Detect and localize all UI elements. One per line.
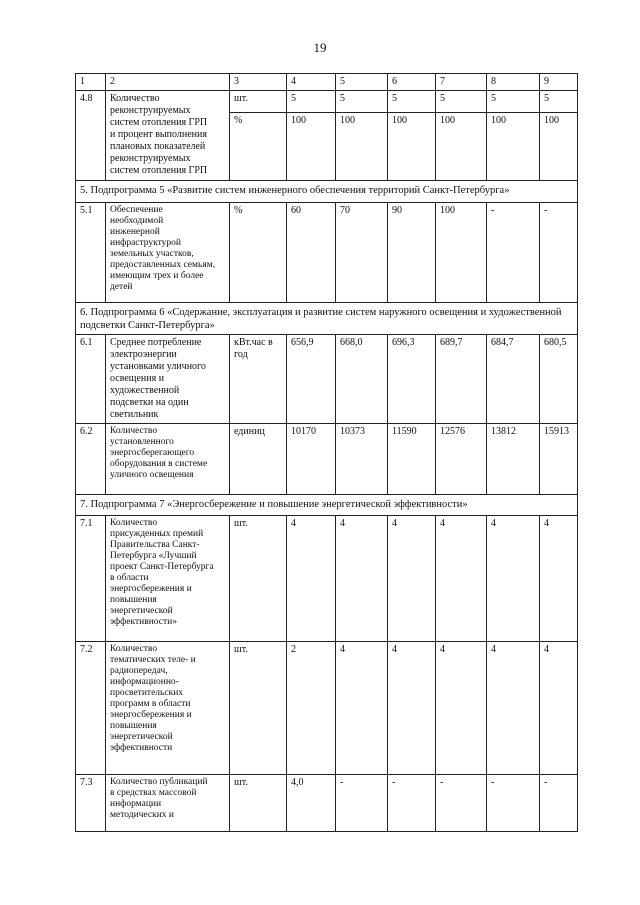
table-row — [76, 203, 578, 303]
value-cell: 12576 — [436, 424, 487, 495]
header-cell: 9 — [540, 74, 578, 91]
row-number: 7.3 — [76, 775, 106, 832]
section-row — [76, 495, 578, 516]
table-row — [76, 516, 578, 642]
page-number: 19 — [313, 40, 327, 55]
value-cell: 90 — [388, 203, 436, 303]
value-cell: 4 — [436, 642, 487, 775]
value-cell: 4,0 — [287, 775, 336, 832]
value-cell: - — [487, 203, 540, 303]
value-cell: 4 — [287, 516, 336, 642]
indicator-name: Количество установленного энергосберегающего оборудования в системе уличного освещения — [106, 424, 230, 495]
row-number: 6.2 — [76, 424, 106, 495]
indicator-name: Количество присужденных премий Правительства Санкт- Петербурга «Лучший проект Санкт-Петербурга в области энергосбережения и повышения энергетической эффективности» — [106, 516, 230, 642]
section-title: 6. Подпрограмма 6 «Содержание, эксплуатация и развитие систем наружного освещения и художественной подсветки Санкт-Петербурга» — [76, 303, 578, 335]
unit-cell: кВт.час в год — [230, 335, 287, 424]
value-cell: - — [436, 775, 487, 832]
indicators-table — [75, 73, 578, 832]
header-cell: 1 — [76, 74, 106, 91]
value-cell: 680,5 — [540, 335, 578, 424]
value-cell: 5 — [336, 91, 388, 113]
value-cell: - — [540, 203, 578, 303]
section-title: 7. Подпрограмма 7 «Энергосбережение и повышение энергетической эффективности» — [76, 495, 578, 516]
value-cell: 100 — [336, 113, 388, 181]
value-cell: 100 — [436, 113, 487, 181]
value-cell: 684,7 — [487, 335, 540, 424]
value-cell: 4 — [336, 516, 388, 642]
row-number: 4.8 — [76, 91, 106, 181]
indicator-name: Обеспечение необходимой инженерной инфраструктурой земельных участков, предоставленных семьям, имеющим трех и более детей — [106, 203, 230, 303]
value-cell: 100 — [388, 113, 436, 181]
value-cell: 656,9 — [287, 335, 336, 424]
header-cell: 6 — [388, 74, 436, 91]
unit-cell: единиц — [230, 424, 287, 495]
value-cell: 696,3 — [388, 335, 436, 424]
value-cell: 5 — [487, 91, 540, 113]
value-cell: 13812 — [487, 424, 540, 495]
value-cell: 4 — [388, 642, 436, 775]
value-cell: 4 — [487, 642, 540, 775]
value-cell: 100 — [287, 113, 336, 181]
value-cell: 70 — [336, 203, 388, 303]
unit-cell: шт. — [230, 516, 287, 642]
value-cell: 5 — [388, 91, 436, 113]
value-cell: 15913 — [540, 424, 578, 495]
value-cell: 689,7 — [436, 335, 487, 424]
value-cell: 4 — [436, 516, 487, 642]
section-title: 5. Подпрограмма 5 «Развитие систем инженерного обеспечения территорий Санкт-Петербурга» — [76, 181, 578, 203]
value-cell: 4 — [336, 642, 388, 775]
table-row — [76, 91, 578, 113]
section-row — [76, 303, 578, 335]
row-number: 5.1 — [76, 203, 106, 303]
value-cell: 100 — [436, 203, 487, 303]
value-cell: 5 — [540, 91, 578, 113]
table-row — [76, 642, 578, 775]
row-number: 6.1 — [76, 335, 106, 424]
value-cell: 100 — [487, 113, 540, 181]
section-row — [76, 181, 578, 203]
table-row — [76, 335, 578, 424]
row-number: 7.1 — [76, 516, 106, 642]
table-row — [76, 775, 578, 832]
value-cell: 60 — [287, 203, 336, 303]
unit-cell: шт. — [230, 91, 287, 113]
value-cell: 10170 — [287, 424, 336, 495]
value-cell: 4 — [487, 516, 540, 642]
header-cell: 8 — [487, 74, 540, 91]
value-cell: - — [388, 775, 436, 832]
indicator-name: Количество публикаций в средствах массовой информации методических и — [106, 775, 230, 832]
unit-cell: шт. — [230, 775, 287, 832]
header-cell: 7 — [436, 74, 487, 91]
value-cell: 11590 — [388, 424, 436, 495]
value-cell: 5 — [287, 91, 336, 113]
value-cell: 4 — [540, 642, 578, 775]
unit-cell: % — [230, 203, 287, 303]
value-cell: 2 — [287, 642, 336, 775]
header-cell: 3 — [230, 74, 287, 91]
header-cell: 2 — [106, 74, 230, 91]
indicator-name: Количество тематических теле- и радиопередач, информационно- просветительских программ в области энергосбережения и повышения энергетической эффективности — [106, 642, 230, 775]
value-cell: 4 — [540, 516, 578, 642]
unit-cell: шт. — [230, 642, 287, 775]
row-number: 7.2 — [76, 642, 106, 775]
table-row — [76, 424, 578, 495]
header-cell: 5 — [336, 74, 388, 91]
header-row — [76, 74, 578, 91]
value-cell: 10373 — [336, 424, 388, 495]
value-cell: 668,0 — [336, 335, 388, 424]
value-cell: - — [336, 775, 388, 832]
value-cell: - — [540, 775, 578, 832]
value-cell: 5 — [436, 91, 487, 113]
unit-cell: % — [230, 113, 287, 181]
value-cell: 100 — [540, 113, 578, 181]
value-cell: - — [487, 775, 540, 832]
value-cell: 4 — [388, 516, 436, 642]
header-cell: 4 — [287, 74, 336, 91]
indicator-name: Среднее потребление электроэнергии установками уличного освещения и художественной подсветки на один светильник — [106, 335, 230, 424]
indicator-name: Количество реконструируемых систем отопления ГРП и процент выполнения плановых показателей реконструируемых систем отопления ГРП — [106, 91, 230, 181]
